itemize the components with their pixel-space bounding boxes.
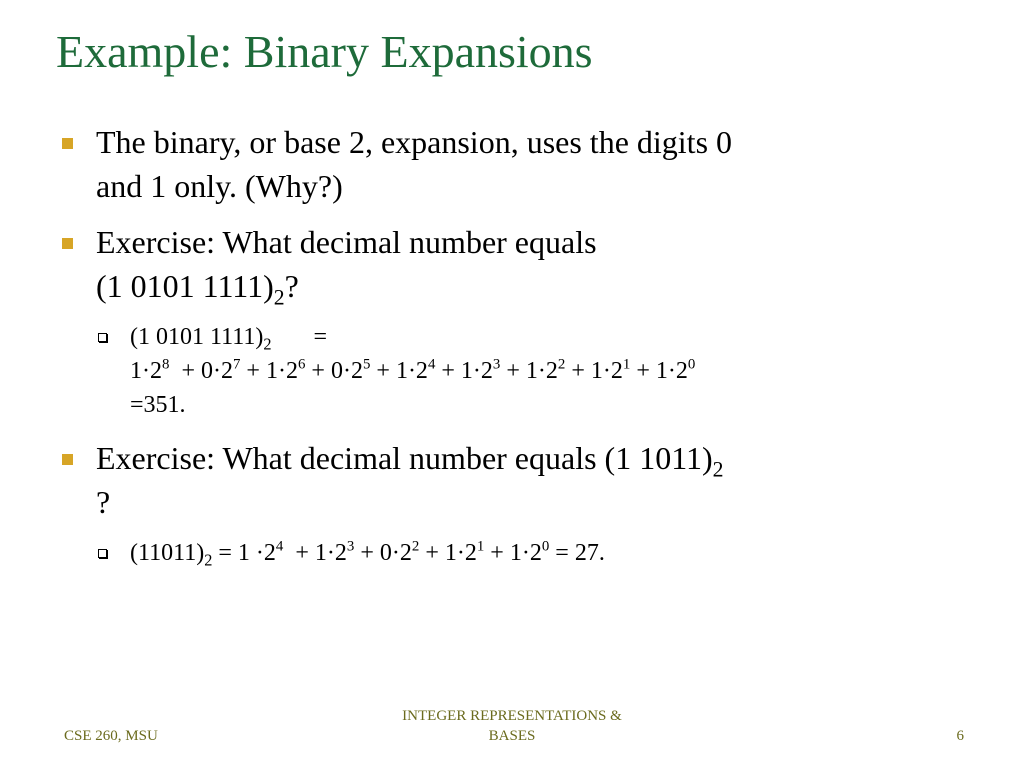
exercise-text: Exercise: What decimal number equals (1 1011) — [96, 440, 713, 476]
term-exponent: 6 — [297, 356, 306, 373]
power-term — [315, 540, 380, 566]
hollow-square-bullet-icon — [98, 333, 107, 342]
power-term — [526, 358, 591, 384]
sub-bullet-solution-1 — [62, 320, 982, 422]
binary-number: (1 0101 1111) — [96, 268, 274, 304]
term-coefficient: 1·2 — [444, 540, 477, 566]
term-exponent: 2 — [557, 356, 566, 373]
term-separator: + — [500, 358, 526, 384]
power-term — [238, 540, 315, 566]
term-coefficient: 1·2 — [395, 358, 428, 384]
base-subscript: 2 — [263, 334, 272, 354]
power-term — [266, 358, 331, 384]
footer-topic-line: INTEGER REPRESENTATIONS & — [402, 708, 622, 724]
term-exponent: 5 — [362, 356, 371, 373]
square-bullet-icon — [62, 138, 73, 149]
solution-line — [130, 536, 982, 570]
term-coefficient: 1·2 — [590, 358, 623, 384]
term-coefficient: 0·2 — [330, 358, 363, 384]
term-exponent: 0 — [687, 356, 696, 373]
term-coefficient: 1·2 — [460, 358, 493, 384]
slide-content — [62, 120, 982, 584]
base-subscript: 2 — [273, 285, 285, 310]
power-term — [396, 358, 461, 384]
question-mark: ? — [284, 268, 299, 304]
bullet-text-line: Exercise: What decimal number equals — [96, 224, 597, 260]
term-coefficient: 1·2 — [314, 540, 347, 566]
term-coefficient: 1·2 — [265, 358, 298, 384]
expansion-line — [130, 354, 982, 388]
page-number: 6 — [956, 728, 964, 744]
equals-sign: = — [313, 324, 328, 350]
hollow-square-bullet-icon — [98, 549, 107, 558]
term-exponent: 3 — [492, 356, 501, 373]
power-term — [380, 540, 445, 566]
term-separator: + — [370, 358, 396, 384]
term-exponent: 8 — [162, 356, 170, 373]
term-coefficient: 1 ·2 — [237, 540, 276, 566]
bullet-text-line: ? — [96, 484, 111, 520]
term-coefficient: 1·2 — [130, 358, 162, 384]
binary-number: (1 0101 1111) — [130, 324, 264, 350]
term-separator: + — [354, 540, 380, 566]
power-term — [130, 358, 201, 384]
term-coefficient: 0·2 — [379, 540, 412, 566]
term-separator: + — [565, 358, 591, 384]
term-separator: + — [484, 540, 510, 566]
footer-topic — [362, 706, 662, 746]
square-bullet-icon — [62, 454, 73, 465]
power-term — [461, 358, 526, 384]
term-exponent: 4 — [275, 538, 284, 555]
footer-course: CSE 260, MSU — [64, 728, 158, 744]
term-coefficient: 1·2 — [655, 358, 688, 384]
result-text: = 27. — [549, 540, 605, 566]
expansion-terms — [238, 540, 549, 566]
footer-topic-line: BASES — [488, 728, 536, 744]
term-separator: + — [169, 358, 201, 384]
term-exponent: 2 — [411, 538, 420, 555]
result-line: =351. — [130, 392, 186, 418]
bullet-text-line — [96, 264, 982, 308]
term-coefficient: 1·2 — [509, 540, 542, 566]
term-separator: + — [283, 540, 315, 566]
base-subscript: 2 — [712, 457, 724, 482]
term-exponent: 4 — [427, 356, 436, 373]
equals-sign: = — [212, 540, 238, 566]
power-term — [331, 358, 396, 384]
power-term — [591, 358, 656, 384]
term-exponent: 7 — [232, 356, 241, 373]
term-separator: + — [240, 358, 266, 384]
bullet-text-line: The binary, or base 2, expansion, uses the digits 0 — [96, 124, 733, 160]
term-coefficient: 0·2 — [200, 358, 233, 384]
square-bullet-icon — [62, 238, 73, 249]
power-term — [445, 540, 510, 566]
slide-title: Example: Binary Expansions — [56, 26, 593, 77]
bullet-text-line: and 1 only. (Why?) — [96, 168, 343, 204]
term-exponent: 0 — [541, 538, 550, 555]
term-exponent: 1 — [622, 356, 631, 373]
term-separator: + — [419, 540, 445, 566]
term-exponent: 1 — [476, 538, 485, 555]
term-separator: + — [435, 358, 461, 384]
term-coefficient: 1·2 — [525, 358, 558, 384]
solution-line — [130, 320, 982, 354]
bullet-exercise-1 — [62, 220, 982, 308]
bullet-binary-digits — [62, 120, 982, 208]
bullet-text-line — [96, 436, 982, 480]
sub-bullet-solution-2 — [62, 536, 982, 570]
power-term — [201, 358, 266, 384]
power-term — [656, 358, 695, 384]
term-separator: + — [630, 358, 656, 384]
bullet-exercise-2 — [62, 436, 982, 524]
base-subscript: 2 — [204, 550, 213, 570]
term-separator: + — [305, 358, 331, 384]
power-term — [510, 540, 549, 566]
binary-number: (11011) — [130, 540, 205, 566]
term-exponent: 3 — [346, 538, 355, 555]
